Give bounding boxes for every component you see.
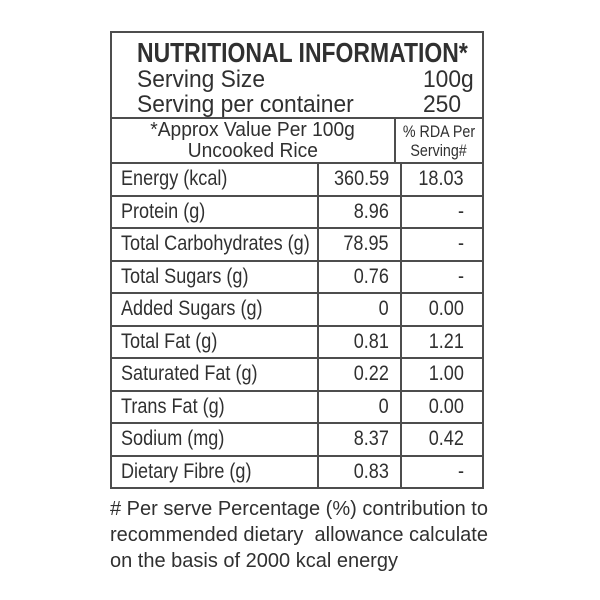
nutrient-name: Protein (g) [121, 199, 206, 223]
nutrient-value-cell [319, 359, 402, 390]
nutrient-value-cell [319, 457, 402, 488]
nutrient-name: Energy (kcal) [121, 167, 228, 191]
nutrient-name: Added Sugars (g) [121, 297, 263, 321]
footnote-line-3: on the basis of 2000 kcal energy [110, 550, 398, 572]
nutrient-value: 78.95 [343, 232, 389, 256]
nutrient-value: 8.37 [353, 427, 389, 451]
nutrient-value-cell [319, 294, 402, 325]
nutrient-name: Total Fat (g) [121, 329, 218, 353]
nutrient-rda: 18.03 [418, 167, 464, 191]
nutrient-name-cell [112, 424, 319, 455]
nutrient-name-cell [112, 229, 319, 260]
nutrient-rda-cell [402, 229, 482, 260]
nutrient-rda-cell [402, 392, 482, 423]
nutrient-value-cell [319, 327, 402, 358]
table-row-trans-fat [112, 390, 482, 423]
approx-value-header-cell [112, 119, 396, 162]
nutrient-name-cell [112, 359, 319, 390]
rda-header-cell [396, 119, 482, 162]
nutrient-name-cell [112, 197, 319, 228]
nutrient-rows [112, 162, 482, 487]
table-row-total-carbohydrates [112, 227, 482, 260]
serving-per-container-value: 250 [423, 91, 462, 118]
nutrient-rda: 0.00 [428, 297, 464, 321]
rda-header-line2: Serving# [410, 140, 468, 160]
table-row-energy [112, 162, 482, 195]
nutrient-value: 0 [378, 297, 389, 321]
table-header [112, 33, 482, 117]
nutrient-name: Total Sugars (g) [121, 264, 249, 288]
nutrient-name: Trans Fat (g) [121, 394, 225, 418]
approx-value-header-line1: *Approx Value Per 100g [150, 118, 356, 141]
footnote-line-2: recommended dietary allowance calculate [110, 524, 488, 546]
serving-size-row [137, 67, 472, 92]
table-row-added-sugars [112, 292, 482, 325]
nutrient-value: 0 [378, 394, 389, 418]
nutrient-name-cell [112, 327, 319, 358]
nutrient-value-cell [319, 229, 402, 260]
table-row-total-sugars [112, 260, 482, 293]
nutrient-rda-cell [402, 327, 482, 358]
table-row-dietary-fibre [112, 455, 482, 488]
nutrient-name: Sodium (mg) [121, 427, 225, 451]
nutrient-value: 360.59 [333, 167, 389, 191]
nutrient-value: 0.76 [353, 264, 389, 288]
nutrient-name-cell [112, 457, 319, 488]
nutrient-name-cell [112, 294, 319, 325]
nutrient-name-cell [112, 392, 319, 423]
nutrient-rda: - [457, 459, 464, 483]
nutrient-name: Total Carbohydrates (g) [121, 232, 310, 256]
serving-per-container-label: Serving per container [137, 91, 354, 118]
column-header-row [112, 117, 482, 162]
approx-value-header-line2: Uncooked Rice [187, 139, 319, 162]
nutrient-name-cell [112, 262, 319, 293]
nutrient-rda-cell [402, 164, 482, 195]
nutrient-rda-cell [402, 197, 482, 228]
nutrient-rda: - [457, 264, 464, 288]
nutrient-value-cell [319, 197, 402, 228]
nutrient-rda: - [457, 232, 464, 256]
nutrient-rda: 0.42 [428, 427, 464, 451]
nutrient-value: 0.83 [353, 459, 389, 483]
table-row-saturated-fat [112, 357, 482, 390]
nutrient-value: 0.22 [353, 362, 389, 386]
nutrient-rda-cell [402, 424, 482, 455]
nutrient-name-cell [112, 164, 319, 195]
nutrition-table [110, 31, 484, 489]
nutrient-value-cell [319, 164, 402, 195]
table-row-protein [112, 195, 482, 228]
table-row-sodium [112, 422, 482, 455]
nutrient-rda: - [457, 199, 464, 223]
nutrient-rda: 1.00 [428, 362, 464, 386]
footnote-line-1: # Per serve Percentage (%) contribution to [110, 498, 488, 520]
serving-size-label: Serving Size [137, 66, 265, 93]
nutrient-name: Saturated Fat (g) [121, 362, 258, 386]
nutrient-value-cell [319, 262, 402, 293]
nutrient-rda: 1.21 [428, 329, 464, 353]
nutrient-value: 8.96 [353, 199, 389, 223]
serving-per-container-row [137, 92, 472, 117]
nutrient-name: Dietary Fibre (g) [121, 459, 252, 483]
nutrient-value: 0.81 [353, 329, 389, 353]
nutrient-rda-cell [402, 359, 482, 390]
page-title: NUTRITIONAL INFORMATION* [137, 37, 468, 68]
footnote [110, 496, 530, 574]
rda-header-line1: % RDA Per [402, 121, 476, 141]
nutrient-rda-cell [402, 262, 482, 293]
serving-size-value: 100g [423, 66, 474, 93]
nutrient-value-cell [319, 424, 402, 455]
nutrient-rda-cell [402, 294, 482, 325]
nutrient-rda: 0.00 [428, 394, 464, 418]
nutrient-rda-cell [402, 457, 482, 488]
table-row-total-fat [112, 325, 482, 358]
nutrient-value-cell [319, 392, 402, 423]
